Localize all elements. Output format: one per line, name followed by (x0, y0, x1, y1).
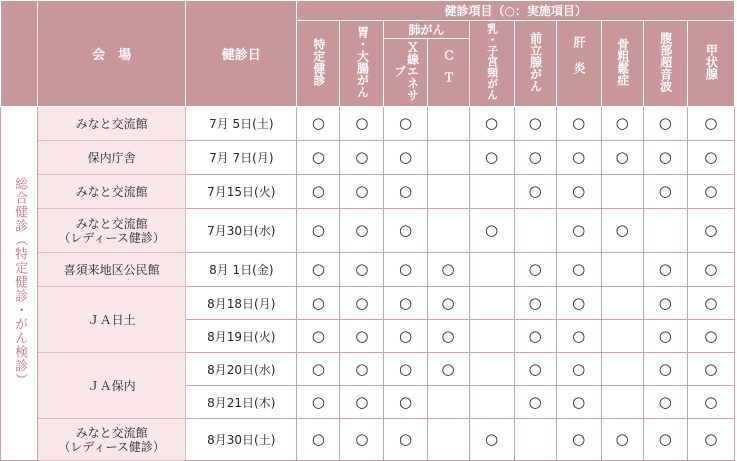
mark-cell-nyuu (469, 320, 514, 353)
mark-cell-nyuu (469, 253, 514, 287)
exam-date: 7月15日(火) (186, 175, 297, 209)
mark-cell-kotsu (601, 386, 643, 419)
mark-cell-fukubu (643, 141, 687, 175)
mark-cell-fukubu (643, 353, 687, 386)
corner-cell (1, 1, 38, 107)
venue-name: みなと交流館 (75, 116, 148, 131)
circle-mark: ○ (658, 392, 672, 411)
col-header-kotsu: 骨粗鬆症 (601, 21, 643, 107)
circle-mark: ○ (398, 221, 413, 239)
mark-cell-tokutei (297, 253, 340, 287)
circle-mark: ○ (441, 326, 455, 345)
circle-mark: ○ (528, 182, 542, 200)
exam-date: 8月30日(土) (186, 419, 297, 461)
mark-cell-zenritsu (514, 419, 556, 461)
circle-mark: ○ (528, 392, 542, 411)
circle-mark: ○ (572, 114, 586, 132)
table-row (1, 175, 735, 209)
circle-mark: ○ (572, 221, 586, 239)
mark-cell-nyuu (469, 419, 514, 461)
circle-mark: ○ (311, 392, 325, 411)
venue-cell (38, 107, 186, 141)
mark-cell-zenritsu (514, 353, 556, 386)
circle-mark: ○ (311, 182, 325, 200)
mark-cell-kan (556, 107, 601, 141)
mark-cell-ichou (340, 175, 384, 209)
mark-cell-ct (427, 287, 469, 320)
circle-mark: ○ (441, 359, 455, 378)
mark-cell-kotsu (601, 253, 643, 287)
mark-cell-ct (427, 320, 469, 353)
schedule-body (1, 107, 735, 461)
mark-cell-kotsu (601, 287, 643, 320)
circle-mark: ○ (398, 182, 413, 200)
circle-mark: ○ (704, 326, 718, 345)
circle-mark: ○ (528, 293, 542, 312)
circle-mark: ○ (615, 221, 629, 239)
mark-cell-fukubu (643, 287, 687, 320)
mark-cell-kotsu (601, 141, 643, 175)
exam-date: 7月30日(水) (186, 209, 297, 253)
col-header-ct: ＣＴ (427, 39, 469, 107)
circle-mark: ○ (485, 430, 499, 448)
circle-mark: ○ (355, 293, 369, 312)
mark-cell-xray (384, 209, 427, 253)
circle-mark: ○ (658, 148, 672, 166)
circle-mark: ○ (572, 430, 586, 448)
venue-subtitle: （レディース健診） (58, 230, 165, 245)
circle-mark: ○ (528, 326, 542, 345)
circle-mark: ○ (658, 182, 672, 200)
venue-name: 喜須来地区公民館 (63, 262, 160, 277)
mark-cell-nyuu (469, 386, 514, 419)
circle-mark: ○ (355, 430, 369, 448)
circle-mark: ○ (658, 430, 672, 448)
mark-cell-kotsu (601, 320, 643, 353)
circle-mark: ○ (398, 293, 413, 312)
table-row (1, 419, 735, 461)
mark-cell-ichou (340, 107, 384, 141)
mark-cell-kotsu (601, 209, 643, 253)
mark-cell-fukubu (643, 419, 687, 461)
circle-mark: ○ (398, 326, 413, 345)
col-header-kan: 肝炎 (556, 21, 601, 107)
mark-cell-kan (556, 141, 601, 175)
mark-cell-ichou (340, 209, 384, 253)
mark-cell-zenritsu (514, 141, 556, 175)
mark-cell-fukubu (643, 320, 687, 353)
mark-cell-koujou (687, 287, 734, 320)
venue-cell (38, 253, 186, 287)
mark-cell-ichou (340, 353, 384, 386)
mark-cell-xray (384, 419, 427, 461)
table-row (1, 141, 735, 175)
mark-cell-tokutei (297, 419, 340, 461)
mark-cell-ct (427, 141, 469, 175)
mark-cell-kotsu (601, 175, 643, 209)
venue-cell (38, 209, 186, 253)
mark-cell-ichou (340, 419, 384, 461)
circle-mark: ○ (615, 148, 629, 166)
mark-cell-koujou (687, 419, 734, 461)
mark-cell-nyuu (469, 209, 514, 253)
mark-cell-zenritsu (514, 253, 556, 287)
circle-mark: ○ (398, 260, 413, 278)
mark-cell-tokutei (297, 141, 340, 175)
mark-cell-fukubu (643, 107, 687, 141)
circle-mark: ○ (615, 430, 629, 448)
circle-mark: ○ (572, 148, 586, 166)
mark-cell-ichou (340, 287, 384, 320)
circle-mark: ○ (485, 114, 499, 132)
col-header-tokutei: 特定健診 (297, 21, 340, 107)
mark-cell-zenritsu (514, 386, 556, 419)
venue-header: 会 場 (38, 1, 186, 107)
circle-mark: ○ (311, 293, 325, 312)
circle-mark: ○ (658, 260, 672, 278)
mark-cell-fukubu (643, 209, 687, 253)
category-label (1, 107, 38, 461)
circle-mark: ○ (528, 260, 542, 278)
circle-mark: ○ (311, 221, 325, 239)
circle-mark: ○ (398, 359, 413, 378)
exam-date: 8月19日(火) (186, 320, 297, 353)
mark-cell-kan (556, 386, 601, 419)
circle-mark: ○ (355, 148, 369, 166)
mark-cell-kotsu (601, 107, 643, 141)
exam-date: 7月 5日(土) (186, 107, 297, 141)
mark-cell-koujou (687, 175, 734, 209)
mark-cell-xray (384, 353, 427, 386)
circle-mark: ○ (355, 114, 369, 132)
circle-mark: ○ (572, 182, 586, 200)
circle-mark: ○ (658, 293, 672, 312)
mark-cell-ichou (340, 253, 384, 287)
circle-mark: ○ (572, 293, 586, 312)
mark-cell-kan (556, 419, 601, 461)
circle-mark: ○ (704, 293, 718, 312)
circle-mark: ○ (485, 221, 499, 239)
table-row (1, 287, 735, 320)
mark-cell-nyuu (469, 175, 514, 209)
circle-mark: ○ (528, 148, 542, 166)
circle-mark: ○ (355, 221, 369, 239)
mark-cell-xray (384, 386, 427, 419)
mark-cell-kotsu (601, 353, 643, 386)
venue-name: みなと交流館 (75, 184, 148, 199)
date-header: 健診日 (186, 1, 297, 107)
circle-mark: ○ (528, 359, 542, 378)
circle-mark: ○ (398, 430, 413, 448)
exam-date: 7月 7日(月) (186, 141, 297, 175)
mark-cell-zenritsu (514, 320, 556, 353)
mark-cell-fukubu (643, 386, 687, 419)
col-header-koujou: 甲状腺 (687, 21, 734, 107)
mark-cell-zenritsu (514, 209, 556, 253)
lung-group-header: 肺がん (384, 21, 469, 39)
circle-mark: ○ (311, 430, 325, 448)
mark-cell-kan (556, 353, 601, 386)
venue-cell (38, 353, 186, 419)
mark-cell-xray (384, 141, 427, 175)
circle-mark: ○ (398, 114, 413, 132)
circle-mark: ○ (704, 221, 718, 239)
mark-cell-fukubu (643, 253, 687, 287)
mark-cell-kotsu (601, 419, 643, 461)
col-header-ichou: 胃・大腸がん (340, 21, 384, 107)
mark-cell-ichou (340, 386, 384, 419)
mark-cell-koujou (687, 141, 734, 175)
mark-cell-fukubu (643, 175, 687, 209)
mark-cell-tokutei (297, 353, 340, 386)
venue-cell (38, 419, 186, 461)
mark-cell-xray (384, 253, 427, 287)
mark-cell-xray (384, 107, 427, 141)
circle-mark: ○ (704, 359, 718, 378)
mark-cell-xray (384, 320, 427, 353)
table-row (1, 107, 735, 141)
mark-cell-ct (427, 419, 469, 461)
circle-mark: ○ (572, 359, 586, 378)
circle-mark: ○ (572, 260, 586, 278)
mark-cell-zenritsu (514, 107, 556, 141)
venue-cell (38, 175, 186, 209)
mark-cell-nyuu (469, 107, 514, 141)
circle-mark: ○ (572, 392, 586, 411)
mark-cell-kan (556, 287, 601, 320)
mark-cell-koujou (687, 107, 734, 141)
mark-cell-xray (384, 287, 427, 320)
mark-cell-tokutei (297, 386, 340, 419)
mark-cell-ct (427, 253, 469, 287)
mark-cell-kan (556, 209, 601, 253)
exam-date: 8月20日(水) (186, 353, 297, 386)
mark-cell-xray (384, 175, 427, 209)
circle-mark: ○ (615, 114, 629, 132)
mark-cell-kan (556, 175, 601, 209)
category-text: 総合健診（特定健診・がん検診） (12, 177, 28, 387)
mark-cell-nyuu (469, 353, 514, 386)
mark-cell-tokutei (297, 287, 340, 320)
mark-cell-koujou (687, 386, 734, 419)
circle-mark: ○ (355, 359, 369, 378)
items-group-header: 健診項目（○：実施項目） (297, 1, 735, 21)
mark-cell-ct (427, 209, 469, 253)
circle-mark: ○ (311, 148, 325, 166)
venue-name: みなと交流館 (75, 425, 148, 440)
col-header-zenritsu: 前立腺がん (514, 21, 556, 107)
circle-mark: ○ (485, 148, 499, 166)
mark-cell-kan (556, 320, 601, 353)
circle-mark: ○ (311, 260, 325, 278)
mark-cell-zenritsu (514, 175, 556, 209)
venue-name: ＪＡ日土 (87, 312, 136, 327)
circle-mark: ○ (658, 326, 672, 345)
circle-mark: ○ (704, 114, 718, 132)
mark-cell-tokutei (297, 175, 340, 209)
mark-cell-ichou (340, 141, 384, 175)
venue-cell (38, 141, 186, 175)
mark-cell-ct (427, 353, 469, 386)
circle-mark: ○ (355, 182, 369, 200)
circle-mark: ○ (355, 326, 369, 345)
circle-mark: ○ (441, 260, 455, 278)
venue-name: みなと交流館 (75, 216, 148, 231)
venue-name: 保内庁舎 (87, 150, 136, 165)
mark-cell-koujou (687, 253, 734, 287)
mark-cell-koujou (687, 353, 734, 386)
mark-cell-kan (556, 253, 601, 287)
circle-mark: ○ (658, 114, 672, 132)
exam-date: 8月21日(木) (186, 386, 297, 419)
exam-date: 8月 1日(金) (186, 253, 297, 287)
col-header-xray: Ｘ線エネサブ (384, 39, 427, 107)
table-row (1, 353, 735, 386)
circle-mark: ○ (658, 359, 672, 378)
venue-subtitle: （レディース健診） (58, 439, 165, 454)
circle-mark: ○ (704, 148, 718, 166)
circle-mark: ○ (311, 359, 325, 378)
mark-cell-ct (427, 107, 469, 141)
circle-mark: ○ (355, 392, 369, 411)
mark-cell-tokutei (297, 209, 340, 253)
mark-cell-tokutei (297, 107, 340, 141)
circle-mark: ○ (311, 114, 325, 132)
circle-mark: ○ (704, 260, 718, 278)
mark-cell-koujou (687, 320, 734, 353)
circle-mark: ○ (311, 326, 325, 345)
table-row (1, 253, 735, 287)
mark-cell-ichou (340, 320, 384, 353)
circle-mark: ○ (704, 392, 718, 411)
circle-mark: ○ (398, 148, 413, 166)
mark-cell-nyuu (469, 287, 514, 320)
circle-mark: ○ (572, 326, 586, 345)
exam-date: 8月18日(月) (186, 287, 297, 320)
circle-mark: ○ (355, 260, 369, 278)
circle-mark: ○ (704, 182, 718, 200)
circle-mark: ○ (704, 430, 718, 448)
mark-cell-koujou (687, 209, 734, 253)
venue-name: ＪＡ保内 (87, 378, 136, 393)
circle-mark: ○ (398, 392, 413, 411)
circle-mark: ○ (441, 293, 455, 312)
col-header-nyuu: 乳・子宮頸がん (469, 21, 514, 107)
mark-cell-ct (427, 386, 469, 419)
circle-mark: ○ (528, 114, 542, 132)
mark-cell-tokutei (297, 320, 340, 353)
col-header-fukubu: 腹部超音波 (643, 21, 687, 107)
mark-cell-zenritsu (514, 287, 556, 320)
venue-cell (38, 287, 186, 353)
mark-cell-nyuu (469, 141, 514, 175)
table-row (1, 209, 735, 253)
mark-cell-ct (427, 175, 469, 209)
